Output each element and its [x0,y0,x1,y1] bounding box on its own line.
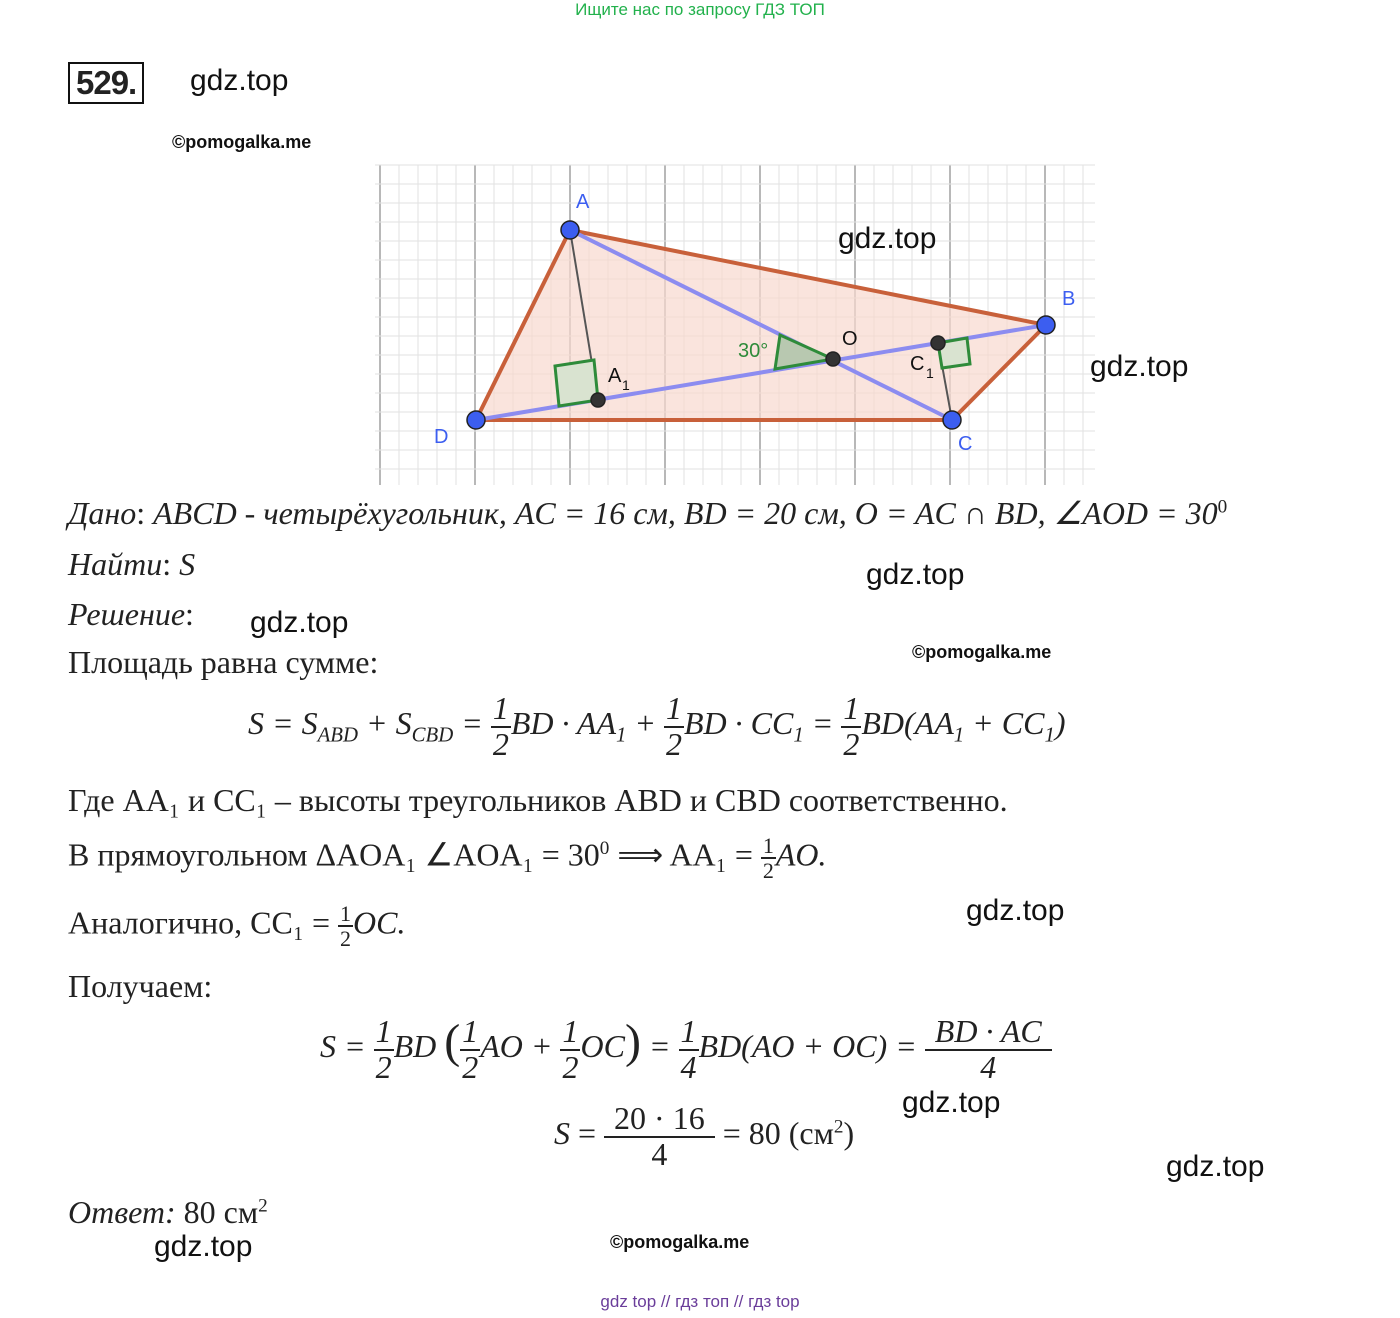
top-banner: Ищите нас по запросу ГДЗ ТОП [575,0,825,19]
copyright-mark: ©pomogalka.me [172,132,312,152]
formula-area: $S = S_{ABD} + S_{CBD}$ = $\frac{1}{2}$ BD · $AA_1$ + $\frac{1}{2}$ BD · $CC_1$ = $\frac{1}{2}$ $BD(AA_1 + CC_1)$ [248,690,1066,762]
point-b [1037,316,1055,334]
line-similarly: Аналогично, CC₁ = $\frac{1}{2}$ OC. [68,901,406,952]
label-d: D [434,426,449,448]
watermark: gdz.top [866,558,965,591]
watermark: gdz.top [1166,1150,1265,1183]
line-area-sum: Площадь равна сумме: [68,644,379,680]
line-heights: Где AA₁ и CC₁ – высоты треугольников ABD и CBD соответственно. [68,782,1008,818]
line3-end: AO. [775,836,827,873]
answer-label: Ответ: [68,1194,176,1230]
angle-label: 30° [738,340,769,362]
watermark: gdz.top [154,1230,253,1263]
label-a: A [576,191,590,213]
line4-end: OC. [353,904,406,941]
find-value: S [179,546,196,582]
answer-sup: 2 [258,1195,268,1217]
line4-prefix: Аналогично, CC₁ = [68,904,331,941]
formula-final: S = $\frac{1}{2}$ BD ( $\frac{1}{2}$ AO + $\frac{1}{2}$ OC) = $\frac{1}{4}$ BD(AO + OC) = $\frac{BD \cdot AC}{4}$ [320,1013,1050,1085]
find-label: Найти [68,546,163,582]
point-a1 [591,393,605,407]
label-a1: A [608,365,622,387]
label-c: C [958,433,973,455]
watermark: gdz.top [190,64,289,97]
problem-number: 529. [68,62,144,104]
find-line: Найти: S [68,546,196,582]
line-we-get: Получаем: [68,968,213,1004]
point-c [943,411,961,429]
label-b: B [1062,288,1076,310]
line-right-triangle: В прямоугольном ΔAOA₁ ∠AOA₁ = $30^0$ ⟹ AA₁ = $\frac{1}{2}$ AO. [68,833,827,884]
geometry-figure [370,160,1110,490]
watermark: gdz.top [1090,350,1189,383]
point-a [561,221,579,239]
watermark: gdz.top [250,606,349,639]
point-o [826,352,840,366]
copyright-mark: ©pomogalka.me [610,1232,750,1252]
solution-line: Решение: [68,596,194,632]
watermark: gdz.top [966,894,1065,927]
given-degree: 0 [1217,496,1228,518]
point-d [467,411,485,429]
given-text: ABCD - четырёхугольник, AC = 16 см, BD = 20 см, O = AC ∩ BD, ∠AOD = 30 [153,495,1218,531]
label-o: O [842,328,858,350]
line3-degree: 0 [599,837,610,859]
given-label: Дано [68,495,137,531]
solution-label: Решение [68,596,186,632]
point-c1 [931,336,945,350]
copyright-mark: ©pomogalka.me [912,642,1052,662]
label-a1-sub: 1 [622,377,630,393]
answer-line [68,1194,268,1231]
watermark: gdz.top [838,222,937,255]
formula-result: S = $\frac{20 \cdot 16}{4}$ = 80 $(см^2)$ [554,1100,855,1172]
footer-links: gdz top // гдз топ // гдз top [600,1292,800,1311]
line3-prefix: В прямоугольном ΔAOA₁ ∠AOA₁ = 30 [68,836,600,873]
answer-value: 80 см [183,1194,259,1230]
line3-suffix: ⟹ AA₁ = [617,836,753,873]
given-line: Дано: ABCD - четырёхугольник, AC = 16 см, BD = 20 см, O = AC ∩ BD, ∠AOD = $30^0$ [68,495,1228,531]
watermark: gdz.top [902,1086,1001,1119]
label-c1-sub: 1 [926,365,934,381]
label-c1: C [910,353,925,375]
